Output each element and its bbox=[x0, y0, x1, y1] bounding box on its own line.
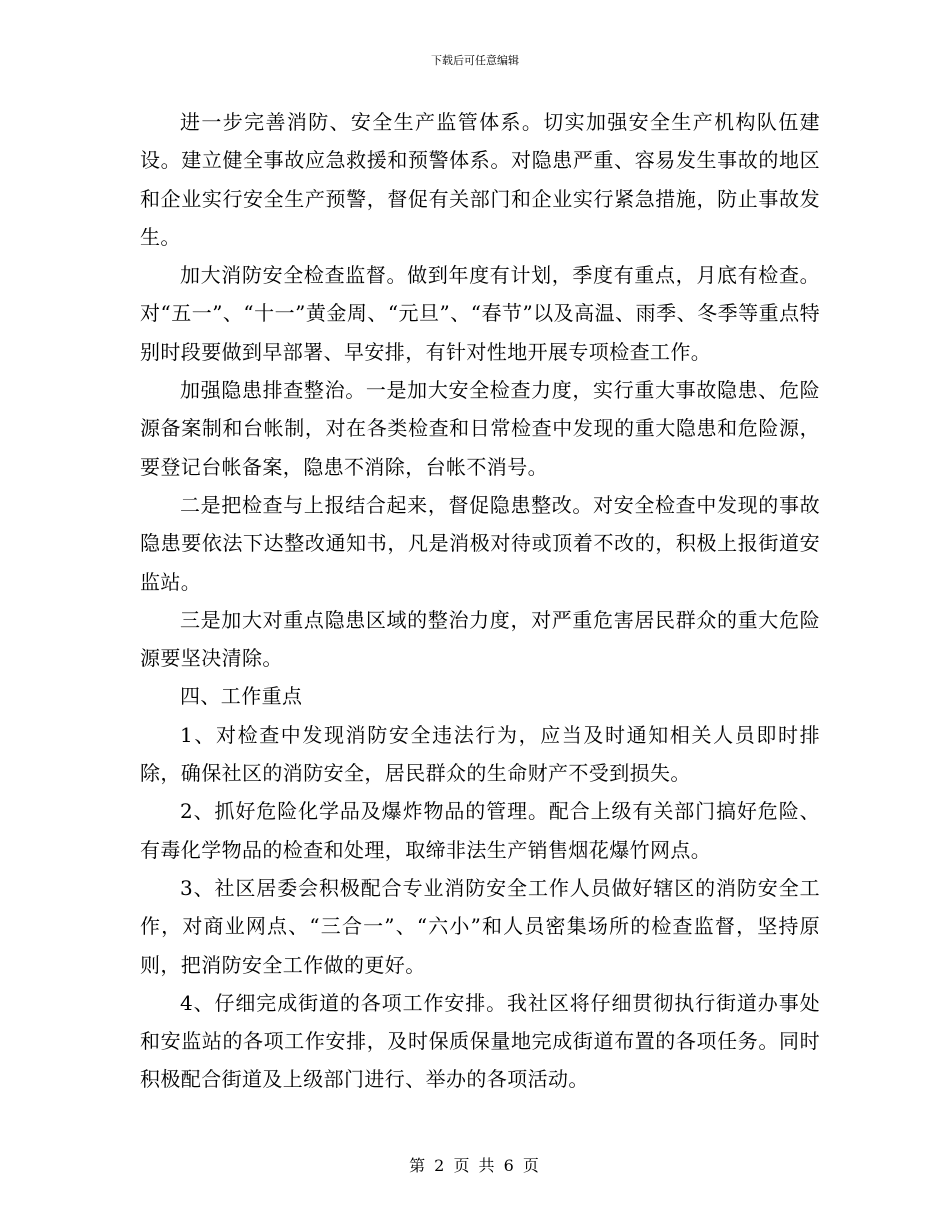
header-note: 下载后可任意编辑 bbox=[431, 54, 519, 67]
paragraph: 2、抓好危险化学品及爆炸物品的管理。配合上级有关部门搞好危险、有毒化学物品的检查和处理，取缔非法生产销售烟花爆竹网点。 bbox=[140, 799, 820, 862]
paragraph: 三是加大对重点隐患区域的整治力度，对严重危害居民群众的重大危险源要坚决清除。 bbox=[140, 607, 820, 671]
document-body bbox=[140, 103, 820, 1099]
paragraph: 加大消防安全检查监督。做到年度有计划，季度有重点，月底有检查。对“五一”、“十一”黄金周、“元旦”、“春节”以及高温、雨季、冬季等重点特别时段要做到早部署、早安排，有针对性地开展专项检查工作。 bbox=[140, 263, 820, 364]
paragraph: 加强隐患排查整治。一是加大安全检查力度，实行重大事故隐患、危险源备案制和台帐制，对在各类检查和日常检查中发现的重大隐患和危险源，要登记台帐备案，隐患不消除，台帐不消号。 bbox=[140, 378, 820, 479]
section-heading: 四、工作重点 bbox=[180, 684, 303, 709]
paragraph: 二是把检查与上报结合起来，督促隐患整改。对安全检查中发现的事故隐患要依法下达整改通知书，凡是消极对待或顶着不改的，积极上报街道安监站。 bbox=[140, 492, 820, 594]
paragraph: 1、对检查中发现消防安全违法行为，应当及时通知相关人员即时排除，确保社区的消防安全，居民群众的生命财产不受到损失。 bbox=[140, 722, 820, 786]
paragraph: 4、仔细完成街道的各项工作安排。我社区将仔细贯彻执行街道办事处和安监站的各项工作安排，及时保质保量地完成街道布置的各项任务。同时积极配合街道及上级部门进行、举办的各项活动。 bbox=[140, 990, 820, 1092]
page-number: 第 2 页 共 6 页 bbox=[409, 1156, 541, 1175]
paragraph: 3、社区居委会积极配合专业消防安全工作人员做好辖区的消防安全工作，对商业网点、“三合一”、“六小”和人员密集场所的检查监督，坚持原则，把消防安全工作做的更好。 bbox=[140, 875, 820, 977]
paragraph: 进一步完善消防、安全生产监管体系。切实加强安全生产机构队伍建设。建立健全事故应急救援和预警体系。对隐患严重、容易发生事故的地区和企业实行安全生产预警，督促有关部门和企业实行紧急措施，防止事故发生。 bbox=[140, 110, 820, 249]
